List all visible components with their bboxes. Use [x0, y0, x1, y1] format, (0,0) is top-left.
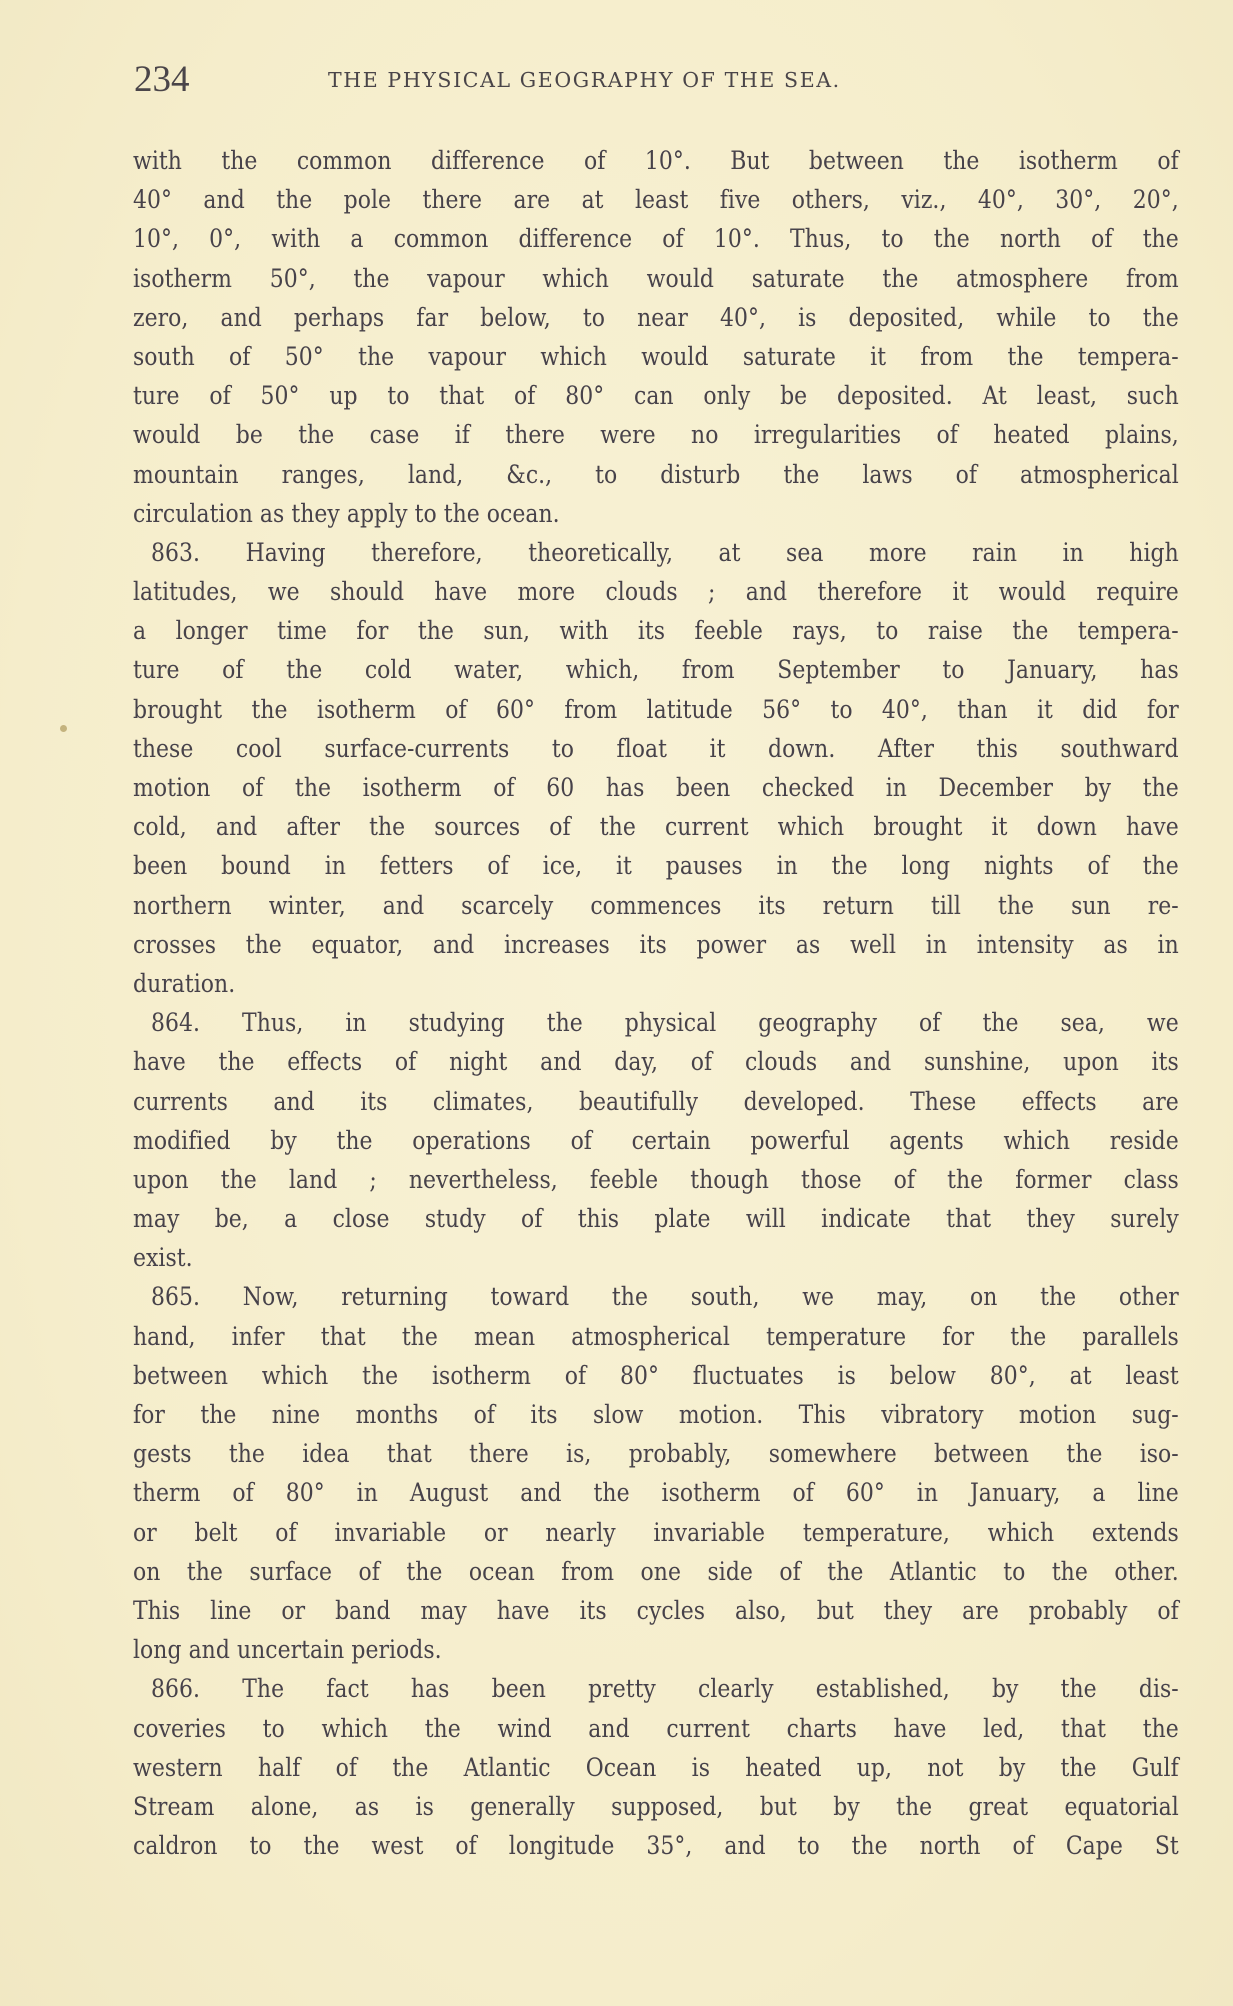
text-line: for the nine months of its slow motion. This vibratory motion sug-	[133, 1400, 1179, 1430]
text-line: gests the idea that there is, probably, somewhere between the iso-	[133, 1439, 1179, 1470]
paragraph-first-line: 863. Having therefore, theoretically, at sea more rain in high	[151, 537, 1179, 568]
page-number: 234	[134, 59, 190, 100]
text-line: ture of the cold water, which, from September to January, has	[133, 655, 1179, 686]
text-line: mountain ranges, land, &c., to disturb the laws of atmospherical	[133, 459, 1179, 490]
text-line: long and uncertain periods.	[133, 1635, 442, 1666]
text-line: currents and its climates, beautifully developed. These effects are	[133, 1086, 1179, 1117]
text-line: may be, a close study of this plate will indicate that they surely	[133, 1204, 1179, 1235]
text-line: 40° and the pole there are at least five others, viz., 40°, 30°, 20°,	[133, 185, 1179, 216]
text-line: a longer time for the sun, with its feeble rays, to raise the tempera-	[133, 616, 1179, 647]
text-line: Stream alone, as is generally supposed, but by the great equatorial	[133, 1791, 1179, 1822]
text-line: these cool surface-currents to float it down. After this southward	[133, 733, 1179, 764]
text-line: south of 50° the vapour which would saturate it from the tempera-	[133, 341, 1179, 372]
text-line: zero, and perhaps far below, to near 40°, is deposited, while to the	[133, 302, 1179, 333]
body-text	[133, 142, 1179, 1866]
text-line: or belt of invariable or nearly invariable temperature, which extends	[133, 1517, 1179, 1548]
text-line: 10°, 0°, with a common difference of 10°. Thus, to the north of the	[133, 224, 1179, 255]
running-title: THE PHYSICAL GEOGRAPHY OF THE SEA.	[328, 68, 841, 92]
running-head	[134, 58, 1180, 108]
text-line: have the effects of night and day, of clouds and sunshine, upon its	[133, 1047, 1179, 1078]
text-line: northern winter, and scarcely commences its return till the sun re-	[133, 890, 1179, 921]
text-line: upon the land ; nevertheless, feeble though those of the former class	[133, 1164, 1179, 1195]
paragraph-first-line: 865. Now, returning toward the south, we may, on the other	[151, 1282, 1179, 1313]
text-line: with the common difference of 10°. But between the isotherm of	[133, 146, 1179, 176]
text-line: This line or band may have its cycles also, but they are probably of	[133, 1595, 1179, 1626]
text-line: coveries to which the wind and current charts have led, that the	[133, 1713, 1179, 1744]
paragraph-first-line: 866. The fact has been pretty clearly established, by the dis-	[151, 1674, 1179, 1705]
text-line: between which the isotherm of 80° fluctuates is below 80°, at least	[133, 1360, 1179, 1391]
text-line: caldron to the west of longitude 35°, and to the north of Cape St	[133, 1831, 1179, 1862]
text-line: therm of 80° in August and the isotherm of 60° in January, a line	[133, 1478, 1179, 1509]
text-line: ture of 50° up to that of 80° can only be deposited. At least, such	[133, 381, 1179, 412]
text-line: duration.	[133, 968, 236, 999]
text-line: isotherm 50°, the vapour which would saturate the atmosphere from	[133, 263, 1179, 294]
paragraph-first-line: 864. Thus, in studying the physical geography of the sea, we	[151, 1008, 1179, 1039]
text-line: been bound in fetters of ice, it pauses in the long nights of the	[133, 851, 1179, 882]
text-line: on the surface of the ocean from one side of the Atlantic to the other.	[133, 1556, 1179, 1587]
text-line: modified by the operations of certain powerful agents which reside	[133, 1125, 1179, 1156]
text-line: circulation as they apply to the ocean.	[133, 498, 560, 529]
text-line: latitudes, we should have more clouds ; and therefore it would require	[133, 577, 1179, 608]
text-line: hand, infer that the mean atmospherical temperature for the parallels	[133, 1321, 1179, 1352]
text-line: cold, and after the sources of the current which brought it down have	[133, 812, 1179, 843]
text-line: western half of the Atlantic Ocean is heated up, not by the Gulf	[133, 1752, 1179, 1783]
text-line: would be the case if there were no irregularities of heated plains,	[133, 420, 1179, 451]
text-line: brought the isotherm of 60° from latitude 56° to 40°, than it did for	[133, 694, 1179, 725]
paper-speck	[60, 725, 67, 732]
text-line: crosses the equator, and increases its power as well in intensity as in	[133, 929, 1179, 960]
text-line: exist.	[133, 1243, 193, 1274]
text-line: motion of the isotherm of 60 has been checked in December by the	[133, 773, 1179, 803]
